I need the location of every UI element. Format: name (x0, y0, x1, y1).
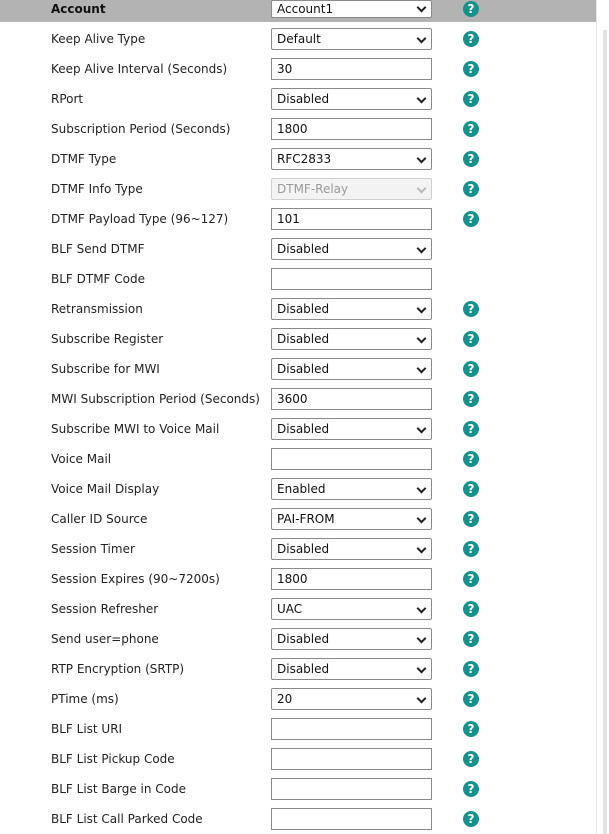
keep-alive-type-select[interactable] (271, 28, 432, 50)
keep-alive-interval-seconds-label: Keep Alive Interval (Seconds) (51, 62, 228, 76)
help-icon[interactable]: ? (463, 31, 479, 47)
blf-list-uri-input[interactable] (271, 718, 432, 740)
setting-row-blf-list-barge-in-code (0, 774, 596, 804)
help-icon[interactable]: ? (463, 301, 479, 317)
setting-row-session-timer (0, 534, 596, 564)
retransmission-select[interactable] (271, 298, 432, 320)
blf-send-dtmf-select[interactable] (271, 238, 432, 260)
help-icon[interactable]: ? (463, 781, 479, 797)
setting-row-keep-alive-interval-seconds (0, 54, 596, 84)
blf-list-uri-label: BLF List URI (51, 722, 123, 736)
dtmf-type-value: RFC2833 (277, 152, 332, 166)
session-expires-90-7200s-label: Session Expires (90~7200s) (51, 572, 220, 586)
setting-row-rport (0, 84, 596, 114)
ptime-ms-value: 20 (277, 692, 293, 706)
help-icon[interactable]: ? (463, 121, 479, 137)
setting-row-rtp-encryption-srtp (0, 654, 596, 684)
help-icon[interactable]: ? (463, 601, 479, 617)
send-user-phone-label: Send user=phone (51, 632, 159, 646)
rport-value: Disabled (277, 92, 330, 106)
dtmf-payload-type-96-127-label: DTMF Payload Type (96~127) (51, 212, 229, 226)
setting-row-dtmf-type (0, 144, 596, 174)
keep-alive-type-label: Keep Alive Type (51, 32, 146, 46)
setting-row-mwi-subscription-period-seconds (0, 384, 596, 414)
voice-mail-label: Voice Mail (51, 452, 112, 466)
blf-list-pickup-code-label: BLF List Pickup Code (51, 752, 175, 766)
blf-dtmf-code-input[interactable] (271, 268, 432, 290)
scrollbar-thumb[interactable] (603, 30, 607, 834)
subscribe-for-mwi-value: Disabled (277, 362, 330, 376)
help-icon[interactable]: ? (463, 721, 479, 737)
setting-row-dtmf-info-type (0, 174, 596, 204)
help-icon[interactable]: ? (463, 541, 479, 557)
setting-row-caller-id-source (0, 504, 596, 534)
setting-row-subscription-period-seconds (0, 114, 596, 144)
blf-send-dtmf-value: Disabled (277, 242, 330, 256)
setting-row-session-expires-90-7200s (0, 564, 596, 594)
help-icon[interactable]: ? (463, 631, 479, 647)
help-icon[interactable]: ? (463, 151, 479, 167)
caller-id-source-select[interactable] (271, 508, 432, 530)
help-icon[interactable]: ? (463, 571, 479, 587)
session-timer-select[interactable] (271, 538, 432, 560)
setting-row-dtmf-payload-type-96-127 (0, 204, 596, 234)
setting-row-blf-list-uri (0, 714, 596, 744)
session-refresher-label: Session Refresher (51, 602, 159, 616)
help-icon[interactable]: ? (463, 391, 479, 407)
mwi-subscription-period-seconds-input[interactable] (271, 388, 432, 410)
rport-select[interactable] (271, 88, 432, 110)
setting-row-subscribe-register (0, 324, 596, 354)
blf-list-pickup-code-input[interactable] (271, 748, 432, 770)
session-expires-90-7200s-value: 1800 (277, 572, 308, 586)
subscribe-for-mwi-select[interactable] (271, 358, 432, 380)
subscribe-register-value: Disabled (277, 332, 330, 346)
blf-send-dtmf-label: BLF Send DTMF (51, 242, 145, 256)
blf-list-call-parked-code-input[interactable] (271, 808, 432, 830)
dtmf-info-type-value: DTMF-Relay (277, 182, 349, 196)
session-timer-label: Session Timer (51, 542, 135, 556)
setting-row-keep-alive-type (0, 24, 596, 54)
caller-id-source-label: Caller ID Source (51, 512, 148, 526)
voice-mail-input[interactable] (271, 448, 432, 470)
subscription-period-seconds-input[interactable] (271, 118, 432, 140)
account-label: Account (51, 2, 106, 16)
setting-row-subscribe-for-mwi (0, 354, 596, 384)
subscription-period-seconds-value: 1800 (277, 122, 308, 136)
blf-list-barge-in-code-input[interactable] (271, 778, 432, 800)
subscription-period-seconds-label: Subscription Period (Seconds) (51, 122, 231, 136)
mwi-subscription-period-seconds-value: 3600 (277, 392, 308, 406)
help-icon[interactable]: ? (463, 1, 479, 17)
help-icon[interactable]: ? (463, 511, 479, 527)
help-icon[interactable]: ? (463, 91, 479, 107)
retransmission-label: Retransmission (51, 302, 143, 316)
help-icon[interactable]: ? (463, 481, 479, 497)
help-icon[interactable]: ? (463, 181, 479, 197)
account-header-row (0, 0, 596, 22)
help-icon[interactable]: ? (463, 421, 479, 437)
setting-row-blf-list-pickup-code (0, 744, 596, 774)
setting-row-session-refresher (0, 594, 596, 624)
blf-list-barge-in-code-label: BLF List Barge in Code (51, 782, 187, 796)
setting-row-blf-send-dtmf (0, 234, 596, 264)
setting-row-voice-mail-display (0, 474, 596, 504)
session-refresher-value: UAC (277, 602, 303, 616)
dtmf-type-label: DTMF Type (51, 152, 117, 166)
rport-label: RPort (51, 92, 84, 106)
rtp-encryption-srtp-label: RTP Encryption (SRTP) (51, 662, 185, 676)
send-user-phone-select[interactable] (271, 628, 432, 650)
setting-row-voice-mail (0, 444, 596, 474)
setting-row-blf-list-call-parked-code (0, 804, 596, 834)
help-icon[interactable]: ? (463, 661, 479, 677)
subscribe-register-select[interactable] (271, 328, 432, 350)
help-icon[interactable]: ? (463, 361, 479, 377)
setting-row-ptime-ms (0, 684, 596, 714)
retransmission-value: Disabled (277, 302, 330, 316)
keep-alive-interval-seconds-value: 30 (277, 62, 293, 76)
setting-row-retransmission (0, 294, 596, 324)
subscribe-mwi-to-voice-mail-value: Disabled (277, 422, 330, 436)
help-icon[interactable]: ? (463, 691, 479, 707)
session-timer-value: Disabled (277, 542, 330, 556)
rtp-encryption-srtp-select[interactable] (271, 658, 432, 680)
help-icon[interactable]: ? (463, 211, 479, 227)
blf-list-call-parked-code-label: BLF List Call Parked Code (51, 812, 203, 826)
ptime-ms-select[interactable] (271, 688, 432, 710)
help-icon[interactable]: ? (463, 751, 479, 767)
dtmf-info-type-select (271, 178, 432, 200)
setting-row-send-user-phone (0, 624, 596, 654)
dtmf-payload-type-96-127-input[interactable] (271, 208, 432, 230)
send-user-phone-value: Disabled (277, 632, 330, 646)
blf-dtmf-code-label: BLF DTMF Code (51, 272, 145, 286)
subscribe-mwi-to-voice-mail-select[interactable] (271, 418, 432, 440)
dtmf-payload-type-96-127-value: 101 (277, 212, 300, 226)
dtmf-type-select[interactable] (271, 148, 432, 170)
keep-alive-type-value: Default (277, 32, 321, 46)
help-icon[interactable]: ? (463, 61, 479, 77)
setting-row-subscribe-mwi-to-voice-mail (0, 414, 596, 444)
keep-alive-interval-seconds-input[interactable] (271, 58, 432, 80)
voice-mail-display-select[interactable] (271, 478, 432, 500)
voice-mail-display-label: Voice Mail Display (51, 482, 160, 496)
help-icon[interactable]: ? (463, 451, 479, 467)
ptime-ms-label: PTime (ms) (51, 692, 119, 706)
subscribe-mwi-to-voice-mail-label: Subscribe MWI to Voice Mail (51, 422, 220, 436)
dtmf-info-type-label: DTMF Info Type (51, 182, 143, 196)
session-refresher-select[interactable] (271, 598, 432, 620)
setting-row-blf-dtmf-code (0, 264, 596, 294)
rtp-encryption-srtp-value: Disabled (277, 662, 330, 676)
caller-id-source-value: PAI-FROM (277, 512, 335, 526)
account-select-value: Account1 (277, 2, 334, 16)
help-icon[interactable]: ? (463, 811, 479, 827)
help-icon[interactable]: ? (463, 331, 479, 347)
mwi-subscription-period-seconds-label: MWI Subscription Period (Seconds) (51, 392, 260, 406)
session-expires-90-7200s-input[interactable] (271, 568, 432, 590)
voice-mail-display-value: Enabled (277, 482, 326, 496)
subscribe-register-label: Subscribe Register (51, 332, 164, 346)
subscribe-for-mwi-label: Subscribe for MWI (51, 362, 160, 376)
account-select[interactable] (271, 0, 432, 18)
